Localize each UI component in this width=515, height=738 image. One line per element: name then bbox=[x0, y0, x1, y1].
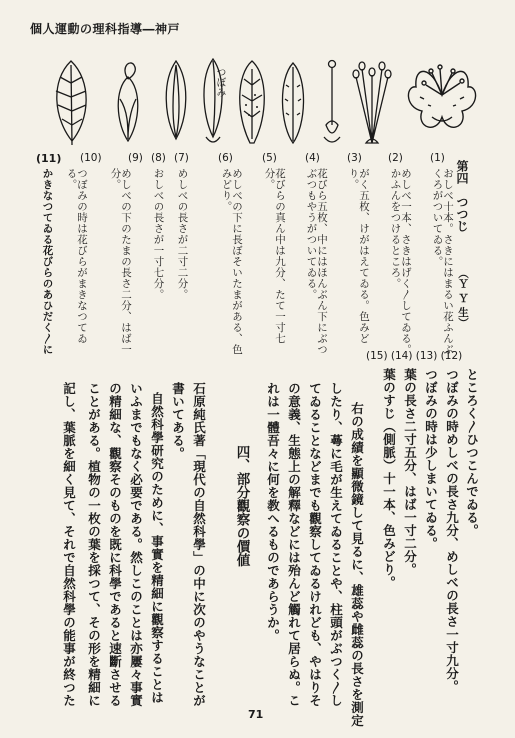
observation-item: 花びら五枚、中にはほんぶん下にぶつぶつもやうがついてゐる。 bbox=[305, 168, 328, 355]
page-number: 71 bbox=[248, 708, 264, 721]
section-heading: 四、部分觀察の價値 bbox=[233, 445, 250, 567]
stamens-illustration bbox=[350, 55, 394, 150]
item-number: (1) bbox=[430, 152, 445, 164]
section-author-tag: （Ｙ Ｙ 生） bbox=[457, 268, 469, 328]
continued-line: ところく〳ひつこんでゐる。 bbox=[464, 368, 480, 537]
sepal-illustration bbox=[276, 55, 310, 150]
body-line: ことがある。植物の一枚の葉を採つて、その形を精細に bbox=[86, 382, 102, 707]
observation-item: 花びらの真ん中は九分、たて一寸七分。 bbox=[263, 168, 286, 344]
item-number: (10) bbox=[80, 152, 102, 164]
body-line: 書いてある。 bbox=[170, 382, 186, 460]
observation-item: がく五枚、けがはえてゐる。色みどり。 bbox=[347, 168, 370, 344]
continued-line: つぼみの時は少しまいてゐる。 bbox=[423, 368, 439, 550]
observation-item: おしべ十本。さきにはまるい花ふんぶくろがついてゐる。 bbox=[431, 168, 454, 355]
running-header: 個人運動の理科指導―神戸 bbox=[30, 22, 181, 36]
observation-item: かきなつてゐる花びらのあひだく〳に bbox=[41, 168, 54, 355]
observation-item: つぼみの時は花びらがまきなつてゐる。 bbox=[65, 168, 88, 344]
observation-item: めしべの長さが二寸二分。 bbox=[176, 168, 189, 300]
leaf-illustration bbox=[46, 55, 96, 150]
section-title: 第四 つつじ bbox=[455, 160, 469, 232]
item-number: (8) bbox=[151, 152, 166, 164]
small-bud-illustration bbox=[158, 55, 194, 150]
observation-item: めしべの下に長ぼそいたまがある、色みどり。 bbox=[220, 168, 243, 355]
item-number: (7) bbox=[174, 152, 189, 164]
bud-cluster-illustration bbox=[106, 55, 150, 150]
observation-item: めしべの下のたまの長さ二分、はば一分。 bbox=[109, 168, 132, 355]
item-number: (6) bbox=[218, 152, 233, 164]
bud-label: つぼみ bbox=[214, 67, 225, 97]
item-numbers-12-15: (15) (14) (13) (12) bbox=[366, 350, 463, 362]
item-number: (4) bbox=[305, 152, 320, 164]
body-line: の精細な、觀察そのものを既に科學であると速斷させる bbox=[107, 382, 123, 707]
item-number: (5) bbox=[262, 152, 277, 164]
continued-line: つぼみの時めしべの長さ九分、めしべの長さ一寸九分。 bbox=[444, 368, 460, 693]
body-line: の意義、生態上の解釋などには殆んど觸れて居らぬ。こ bbox=[286, 382, 302, 707]
item-number: (2) bbox=[388, 152, 403, 164]
body-line: 記し、葉脈を細く見て、それで自然科學の能事が終つた bbox=[61, 382, 77, 707]
body-line: 石原純氏著「現代の自然科學」の中に次のやうなことが bbox=[191, 382, 207, 707]
body-line: 自然科學研究のために、事實を精細に觀察することは bbox=[149, 392, 165, 704]
body-line: てゐることなどまでも觀察してゐるけれども、やはりそ bbox=[307, 382, 323, 707]
body-line: したり、蕚に毛が生えてゐることや、柱頭がぶつく〳し bbox=[328, 382, 344, 707]
pistil-illustration bbox=[318, 55, 346, 150]
illustrations bbox=[0, 55, 515, 155]
body-line: れは一體吾々に何を教へるものであらうか。 bbox=[265, 382, 281, 642]
continued-line: 葉のすじ（側脈）十一本、色みどり。 bbox=[381, 368, 397, 589]
continued-line: 葉の長さ二寸五分、はば一寸二分。 bbox=[402, 368, 418, 576]
item-number: (11) bbox=[36, 152, 62, 165]
item-number: (3) bbox=[347, 152, 362, 164]
petal-illustration bbox=[232, 55, 272, 150]
observation-item: めしべ一本、さきはげく〳してゐる。かふんをつけるところ。 bbox=[389, 168, 412, 355]
item-number: (9) bbox=[128, 152, 143, 164]
body-line: いふまでもなく必要である。然しこのことは亦屢々事實 bbox=[128, 382, 144, 707]
body-line: 右の成績を顯微鏡して見るに、雄蕊や雌蕊の長さを測定 bbox=[349, 402, 365, 727]
flower-illustration bbox=[402, 55, 482, 150]
observation-item: おしべの長さが一寸七分。 bbox=[152, 168, 165, 300]
